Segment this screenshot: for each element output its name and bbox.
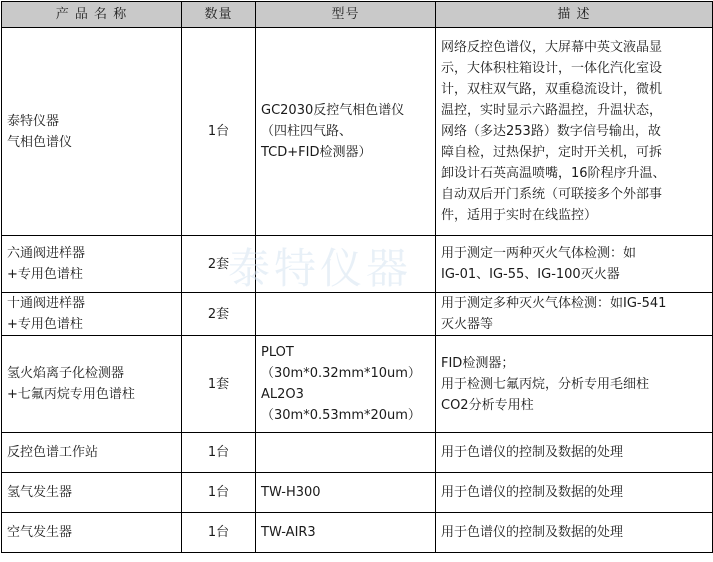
cell-quantity: 2套 — [182, 236, 256, 293]
cell-product-name-line: +专用色谱柱 — [7, 267, 83, 282]
cell-quantity: 2套 — [182, 293, 256, 336]
cell-description-line: 件，适用于实时在线监控） — [441, 208, 598, 223]
table-row — [2, 473, 713, 513]
cell-model-line: （30m*0.32mm*10um） — [261, 366, 421, 381]
cell-description — [436, 293, 713, 336]
cell-description-line: FID检测器； — [441, 355, 515, 371]
cell-model — [256, 236, 436, 293]
table-row — [2, 336, 713, 433]
watermark-logo: 泰特仪器 — [228, 244, 413, 293]
cell-model-line: TCD+FID检测器） — [261, 145, 372, 160]
cell-model — [256, 293, 436, 336]
cell-model — [256, 513, 436, 553]
cell-product-name — [2, 513, 182, 553]
cell-description — [436, 433, 713, 473]
cell-description-line: 自动双后开门系统（可联接多个外部事 — [441, 187, 663, 202]
table-body — [2, 28, 713, 553]
cell-product-name — [2, 433, 182, 473]
header-product-name: 产 品 名 称 — [2, 2, 182, 28]
cell-description-line: IG-01、IG-55、IG-100灭火器 — [441, 267, 620, 282]
cell-model-line: AL2O3 — [261, 387, 304, 402]
cell-description-line: 用于色谱仪的控制及数据的处理 — [441, 525, 624, 540]
cell-model-line: （四柱四气路、 — [261, 124, 353, 139]
cell-description — [436, 28, 713, 236]
cell-description-line: 示，大体积柱箱设计，一体化汽化室设 — [441, 61, 663, 76]
cell-description-line: CO2分析专用柱 — [441, 397, 534, 413]
cell-quantity: 1台 — [182, 28, 256, 236]
cell-quantity: 1套 — [182, 336, 256, 433]
cell-product-name-line: 六通阀进样器 — [7, 246, 86, 261]
cell-description-line: 用于测定多种灭火气体检测：如IG-541 — [441, 296, 667, 311]
cell-product-name-line: 氢火焰离子化检测器 — [7, 366, 125, 381]
cell-description-line: 计，双柱双气路，双重稳流设计，微机 — [441, 82, 663, 97]
cell-product-name — [2, 336, 182, 433]
cell-model-line: TW-H300 — [261, 485, 321, 500]
cell-product-name-line: 空气发生器 — [7, 525, 73, 540]
cell-product-name-line: 气相色谱仪 — [7, 134, 73, 150]
table-row — [2, 28, 713, 236]
table-header-row — [2, 2, 713, 28]
cell-product-name-line: 反控色谱工作站 — [7, 445, 99, 460]
table-row — [2, 513, 713, 553]
header-model: 型号 — [256, 2, 436, 28]
cell-description-line: 用于检测七氟丙烷，分析专用毛细柱 — [441, 376, 650, 392]
cell-model-line: TW-AIR3 — [261, 525, 316, 540]
cell-quantity: 1台 — [182, 513, 256, 553]
cell-description — [436, 336, 713, 433]
cell-description — [436, 473, 713, 513]
table-row — [2, 433, 713, 473]
equipment-spec-table — [1, 1, 713, 553]
cell-description-line: 障自检，过热保护，定时开关机，可拆 — [441, 145, 663, 160]
cell-description — [436, 513, 713, 553]
header-quantity: 数量 — [182, 2, 256, 28]
cell-description-line: 用于色谱仪的控制及数据的处理 — [441, 445, 624, 460]
cell-product-name-line: 泰特仪器 — [7, 113, 60, 129]
cell-model-line: GC2030反控气相色谱仪 — [261, 103, 405, 118]
cell-product-name — [2, 28, 182, 236]
cell-model-line: （30m*0.53mm*20um） — [261, 408, 421, 423]
cell-model — [256, 433, 436, 473]
cell-description-line: 卸设计石英高温喷嘴，16阶程序升温、 — [441, 166, 666, 181]
cell-model — [256, 336, 436, 433]
cell-model — [256, 473, 436, 513]
cell-product-name-line: +七氟丙烷专用色谱柱 — [7, 387, 135, 402]
cell-product-name — [2, 293, 182, 336]
cell-description-line: 温控，实时显示六路温控，升温状态， — [441, 103, 663, 118]
cell-model-line: PLOT — [261, 345, 294, 360]
cell-product-name — [2, 473, 182, 513]
table-row — [2, 236, 713, 293]
cell-description-line: 灭火器等 — [441, 317, 494, 332]
cell-product-name-line: 氢气发生器 — [7, 485, 73, 500]
table-row — [2, 293, 713, 336]
cell-description — [436, 236, 713, 293]
cell-description-line: 用于测定一两种灭火气体检测：如 — [441, 246, 637, 261]
cell-description-line: 网络反控色谱仪，大屏幕中英文液晶显 — [441, 40, 663, 55]
cell-description-line: 用于色谱仪的控制及数据的处理 — [441, 485, 624, 500]
cell-model — [256, 28, 436, 236]
cell-product-name-line: 十通阀进样器 — [7, 296, 86, 311]
cell-quantity: 1台 — [182, 473, 256, 513]
cell-product-name — [2, 236, 182, 293]
cell-description-line: 网络（多达253路）数字信号输出，故 — [441, 124, 661, 139]
cell-quantity: 1台 — [182, 433, 256, 473]
cell-product-name-line: +专用色谱柱 — [7, 317, 83, 332]
header-description: 描 述 — [436, 2, 713, 28]
